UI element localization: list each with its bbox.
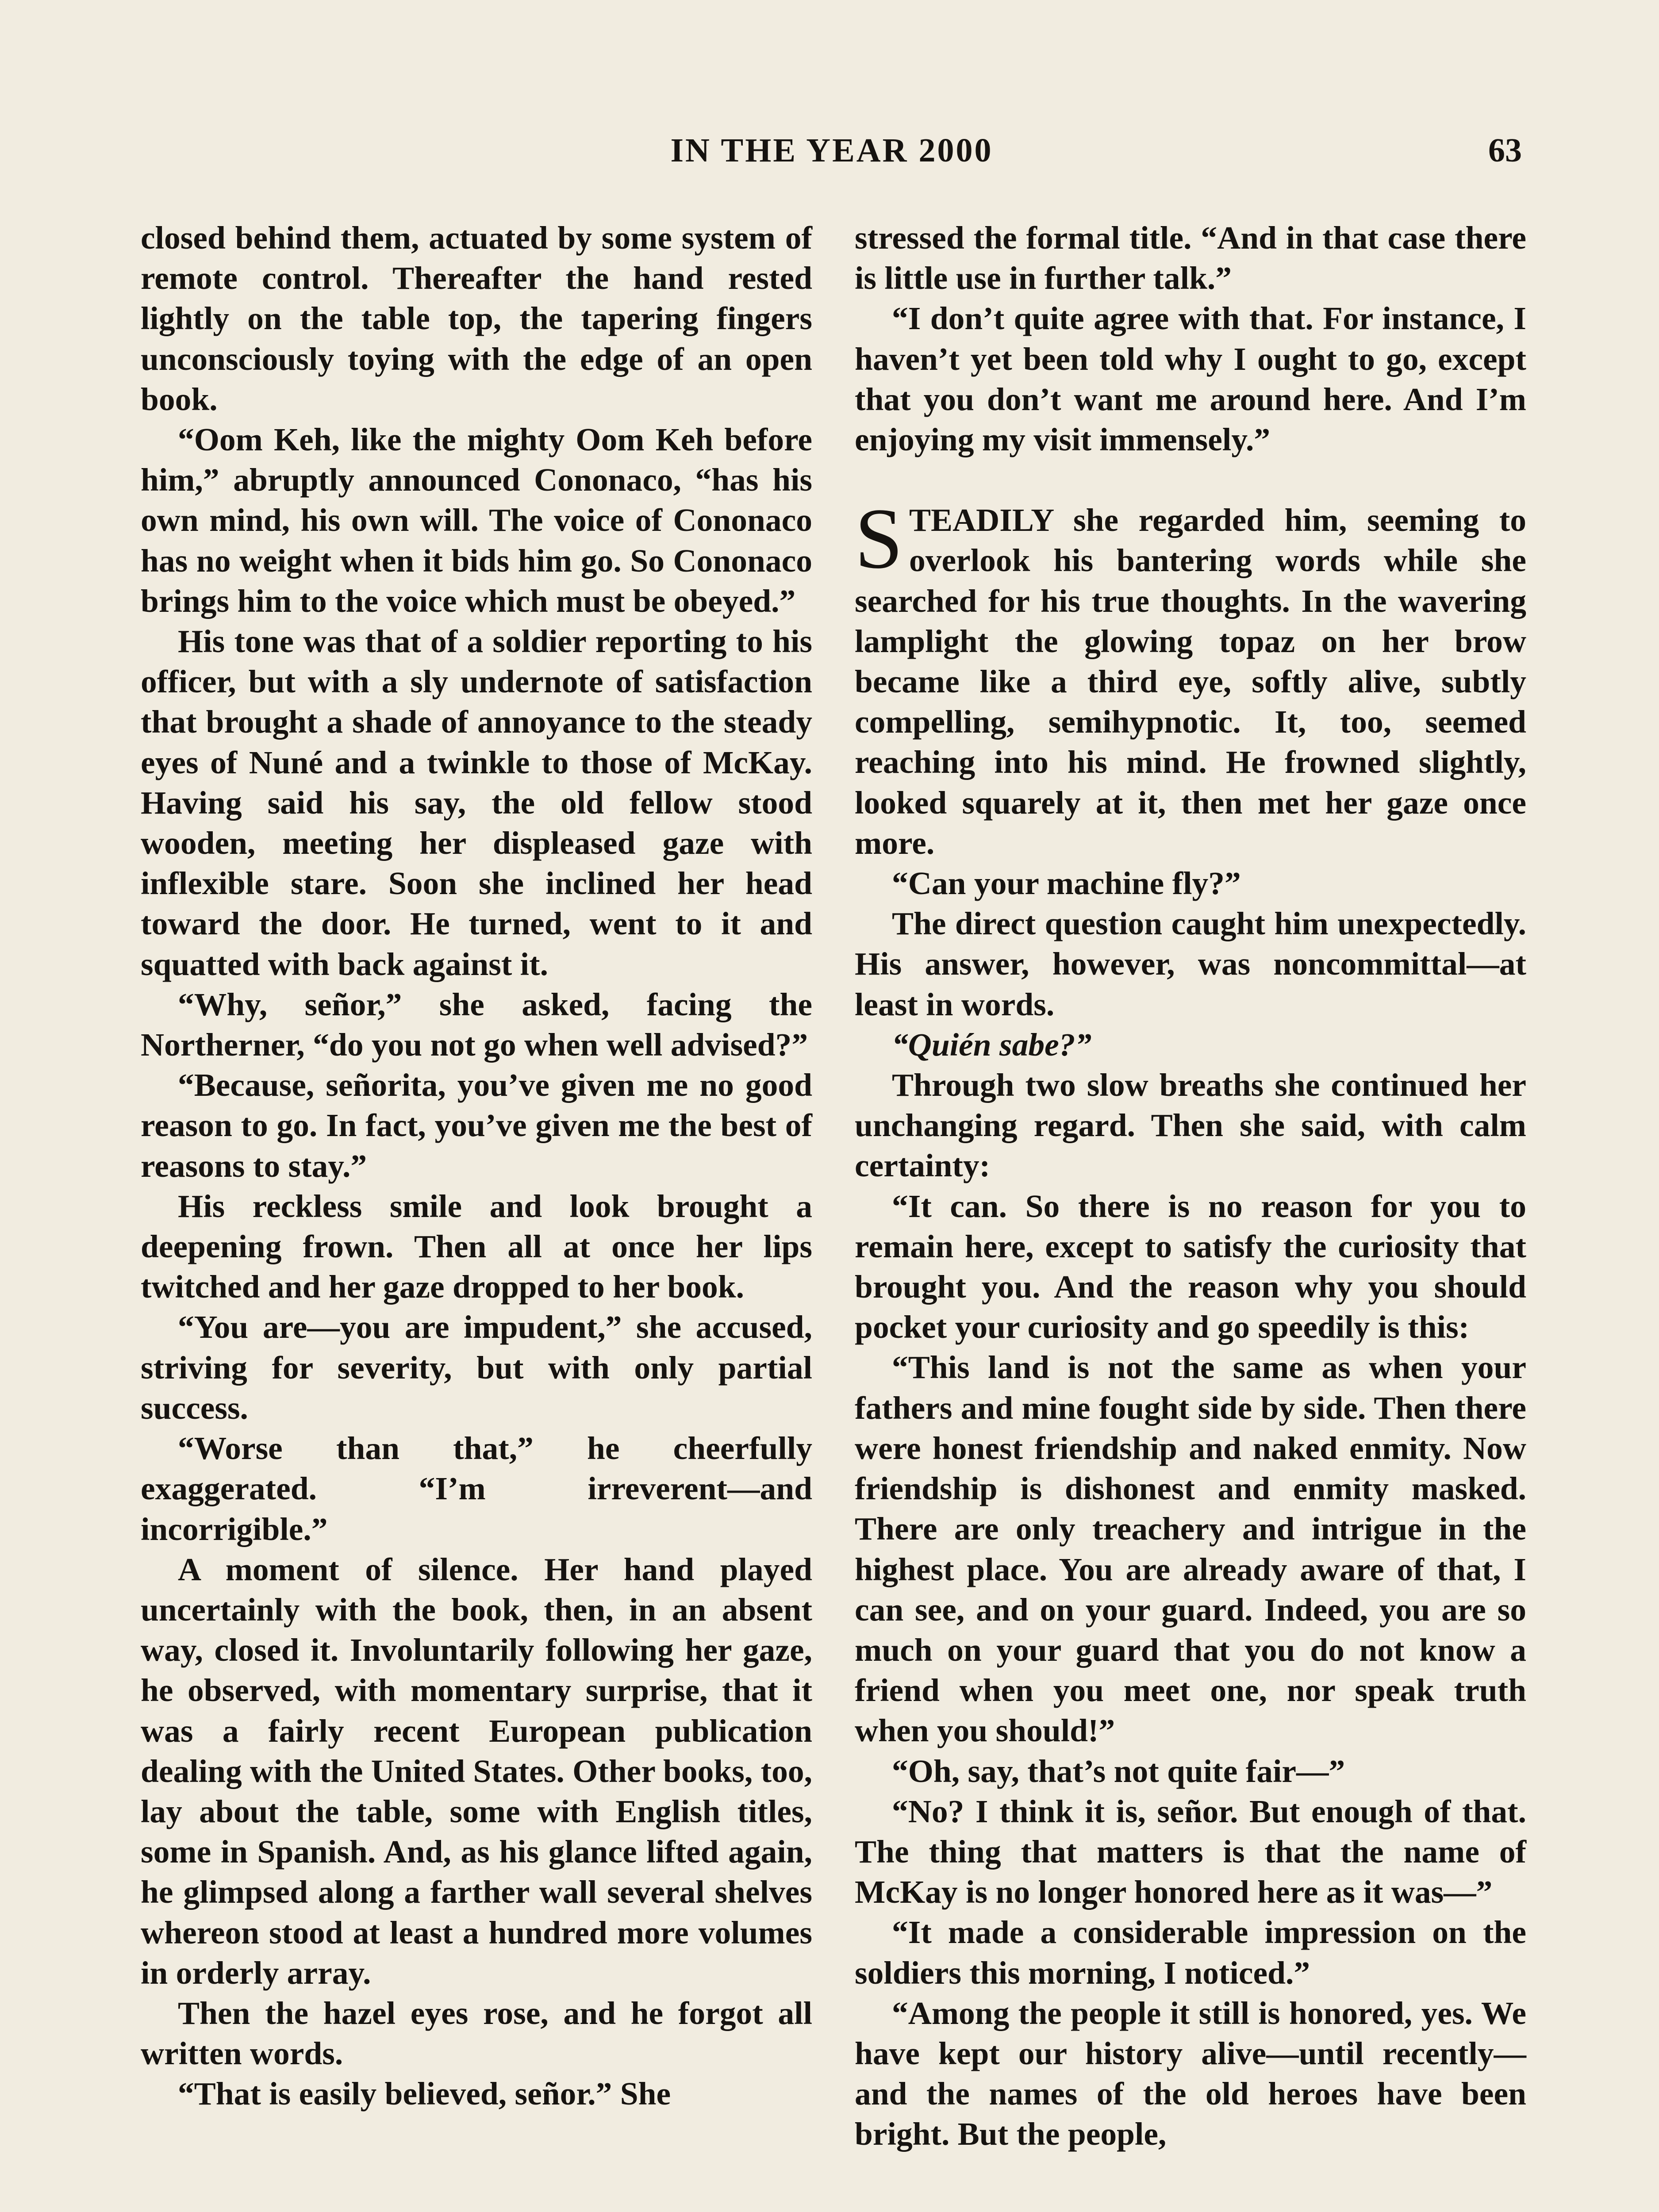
- paragraph: His tone was that of a soldier reporting to his officer, but with a sly undernote of satisfaction that brought a shade of annoyance to the steady eyes of Nuné and a twinkle to those of McKay. Having said his say, the old fellow stood wooden, meeting her displeased gaze with inflexible stare. Soon she inclined her head toward the door. He turned, went to it and squatted with back against it.: [141, 623, 812, 982]
- running-title: IN THE YEAR 2000: [670, 132, 993, 169]
- paragraph: “I don’t quite agree with that. For instance, I haven’t yet been told why I ought to go, except that you don’t want me around here. And I’m enjoying my visit immensely.”: [855, 300, 1526, 458]
- paragraph: “That is easily believed, señor.” She: [178, 2076, 671, 2112]
- paragraph: A moment of silence. Her hand played uncertainly with the book, then, in an absent way, closed it. Involuntarily following her gaze, he observed, with momentary surprise, that it was a fairly recent European publication dealing with the United States. Other books, too, lay about the table, some with English titles, some in Spanish. And, as his glance lifted again, he glimpsed along a farther wall several shelves whereon stood at least a hundred more volumes in orderly array.: [141, 1551, 812, 1991]
- drop-cap: S: [855, 491, 903, 587]
- paragraph: “It made a considerable impression on the soldiers this morning, I noticed.”: [855, 1914, 1526, 1991]
- lead-in-caps: TEADILY: [909, 502, 1053, 538]
- left-column: [141, 218, 812, 2114]
- paragraph: His reckless smile and look brought a deepening frown. Then all at once her lips twitched and her gaze dropped to her book.: [141, 1188, 812, 1305]
- paragraph: “No? I think it is, señor. But enough of that. The thing that matters is that the name of McKay is no longer honored here as it was—”: [855, 1793, 1526, 1910]
- paragraph-text: she regarded him, seeming to overlook his bantering words while she searched for his true thoughts. In the wavering lamplight the glowing topaz on her brow became like a third eye, softly alive, subtly compelling, semihypnotic. It, too, seemed reaching into his mind. He frowned slightly, looked squarely at it, then met her gaze once more.: [855, 502, 1526, 861]
- italic-quote: “Quién sabe?”: [892, 1026, 1092, 1063]
- paragraph: Through two slow breaths she continued her unchanging regard. Then she said, with calm certainty:: [855, 1067, 1526, 1184]
- paragraph: “Among the people it still is honored, yes. We have kept our history alive—until recently—and the names of the old heroes have been bright. But the people,: [855, 1995, 1526, 2152]
- paragraph: Then the hazel eyes rose, and he forgot all written words.: [141, 1995, 812, 2072]
- page-number: 63: [1488, 132, 1522, 169]
- paragraph: “You are—you are impudent,” she accused, striving for severity, but with only partial success.: [141, 1309, 812, 1426]
- paragraph: “Can your machine fly?”: [892, 865, 1241, 902]
- section-opening-paragraph: [855, 491, 1526, 863]
- paragraph: “Oom Keh, like the mighty Oom Keh before him,” abruptly announced Cononaco, “has his own mind, his own will. The voice of Cononaco has no weight when it bids him go. So Cononaco brings him to the voice which must be obeyed.”: [141, 422, 812, 619]
- paragraph: [855, 1025, 1526, 1065]
- paragraph: “Worse than that,” he cheerfully exaggerated. “I’m irreverent—and incorrigible.”: [141, 1430, 812, 1547]
- running-head: [142, 124, 1522, 177]
- paragraph: “Why, señor,” she asked, facing the Northerner, “do you not go when well advised?”: [141, 986, 812, 1063]
- paragraph: closed behind them, actuated by some system of remote control. Thereafter the hand rested lightly on the table top, the tapering fingers unconsciously toying with the edge of an open book.: [141, 220, 812, 417]
- paragraph: “Because, señorita, you’ve given me no good reason to go. In fact, you’ve given me the best of reasons to stay.”: [141, 1067, 812, 1184]
- paragraph: The direct question caught him unexpectedly. His answer, however, was noncommittal—at least in words.: [855, 906, 1526, 1022]
- right-column: [855, 218, 1526, 2154]
- paragraph: “Oh, say, that’s not quite fair—”: [892, 1753, 1345, 1789]
- paragraph: stressed the formal title. “And in that case there is little use in further talk.”: [855, 220, 1526, 296]
- paragraph: “This land is not the same as when your fathers and mine fought side by side. Then there were honest friendship and naked enmity. Now friendship is dishonest and enmity masked. There are only treachery and intrigue in the highest place. You are already aware of that, I can see, and on your guard. Indeed, you are so much on your guard that you do not know a friend when you meet one, nor speak truth when you should!”: [855, 1349, 1526, 1749]
- paragraph: “It can. So there is no reason for you to remain here, except to satisfy the curiosity that brought you. And the reason why you should pocket your curiosity and go speedily is this:: [855, 1188, 1526, 1345]
